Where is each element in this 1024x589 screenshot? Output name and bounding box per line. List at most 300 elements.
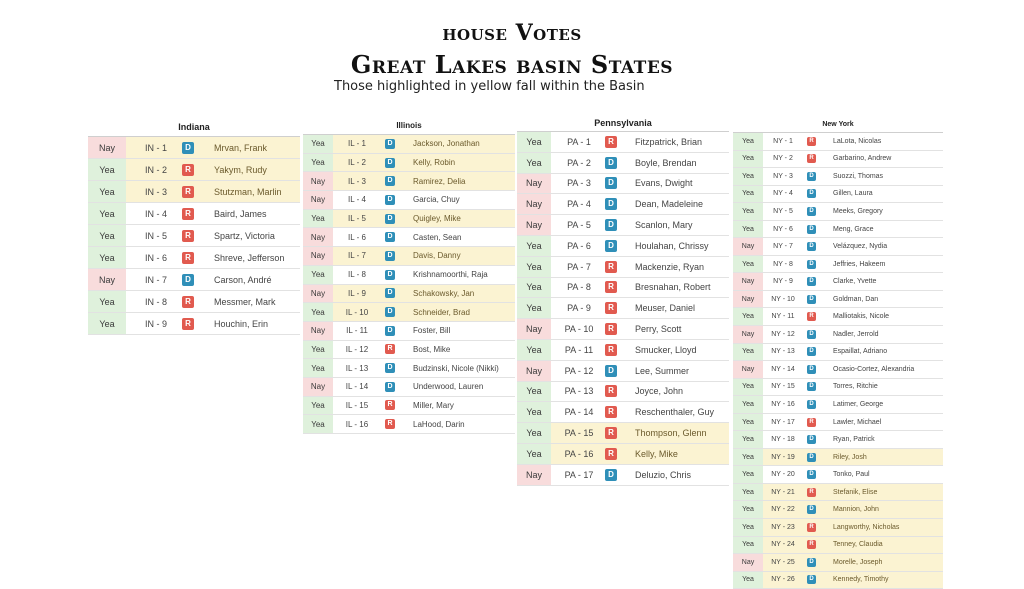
party-cell — [807, 501, 816, 518]
vote-cell: Nay — [303, 191, 333, 209]
representative-name: Kelly, Robin — [413, 158, 456, 168]
district-cell: IN - 9 — [144, 318, 167, 329]
party-cell — [385, 378, 395, 396]
table-row — [517, 257, 729, 278]
party-badge: D — [385, 307, 395, 317]
vote-cell: Nay — [88, 269, 126, 290]
party-cell — [807, 203, 816, 220]
vote-cell: Yea — [303, 303, 333, 321]
district-cell: NY - 25 — [771, 558, 795, 566]
party-cell — [182, 313, 194, 334]
representative-name: Kelly, Mike — [635, 448, 678, 459]
vote-cell: Yea — [733, 449, 763, 466]
table-row — [733, 572, 943, 589]
district-cell: IN - 4 — [144, 208, 167, 219]
table-row — [303, 154, 515, 173]
district-cell: NY - 22 — [771, 506, 795, 514]
vote-cell: Nay — [517, 319, 551, 339]
district-cell: NY - 11 — [771, 313, 795, 321]
representative-name: Goldman, Dan — [833, 295, 879, 303]
table-row — [517, 236, 729, 257]
representative-name: LaLota, Nicolas — [833, 137, 882, 145]
district-cell: IN - 6 — [144, 252, 167, 263]
vote-cell: Yea — [733, 221, 763, 238]
party-badge: R — [605, 281, 617, 293]
party-badge: R — [182, 318, 194, 330]
party-badge: R — [182, 186, 194, 198]
party-badge: D — [605, 198, 617, 210]
district-cell: NY - 3 — [773, 172, 793, 180]
district-cell: NY - 1 — [773, 137, 793, 145]
representative-name: Nadler, Jerrold — [833, 330, 879, 338]
district-cell: PA - 4 — [567, 199, 591, 210]
vote-cell: Yea — [88, 225, 126, 246]
party-badge: D — [807, 330, 816, 339]
party-badge: R — [605, 448, 617, 460]
table-row — [517, 444, 729, 465]
party-badge: D — [807, 453, 816, 462]
representative-name: Espaillat, Adriano — [833, 348, 888, 356]
party-cell — [605, 319, 617, 339]
vote-cell: Yea — [733, 414, 763, 431]
table-row — [303, 135, 515, 154]
party-cell — [385, 135, 395, 153]
representative-name: Lee, Summer — [635, 365, 690, 376]
representative-name: Tenney, Claudia — [833, 541, 883, 549]
vote-cell: Nay — [517, 465, 551, 485]
table-row — [303, 415, 515, 434]
party-badge: D — [385, 363, 395, 373]
representative-name: Reschenthaler, Guy — [635, 407, 715, 418]
table-row — [303, 191, 515, 210]
party-cell — [182, 159, 194, 180]
vote-cell: Yea — [303, 154, 333, 172]
district-cell: PA - 11 — [564, 344, 594, 355]
representative-name: Ocasio-Cortez, Alexandria — [833, 365, 915, 373]
vote-cell: Yea — [733, 256, 763, 273]
district-cell: NY - 15 — [771, 383, 795, 391]
table-row — [303, 322, 515, 341]
representative-name: Budzinski, Nicole (Nikki) — [413, 363, 499, 373]
party-cell — [385, 228, 395, 246]
party-badge: R — [385, 419, 395, 429]
party-cell — [807, 291, 816, 308]
district-cell: NY - 2 — [773, 155, 793, 163]
representative-name: Foster, Bill — [413, 326, 451, 336]
vote-cell: Yea — [733, 133, 763, 150]
table-row — [517, 382, 729, 403]
district-cell: NY - 7 — [773, 243, 793, 251]
state-rows — [88, 137, 300, 335]
party-cell — [807, 168, 816, 185]
district-cell: IL - 9 — [348, 288, 366, 298]
party-cell — [182, 137, 194, 158]
party-cell — [605, 153, 617, 173]
table-row — [517, 194, 729, 215]
district-cell: NY - 20 — [771, 471, 795, 479]
vote-cell: Yea — [303, 359, 333, 377]
table-row — [88, 181, 300, 203]
state-name: Indiana — [88, 118, 300, 137]
state-table-illinois — [303, 118, 515, 434]
table-row — [303, 397, 515, 416]
district-cell: NY - 12 — [771, 330, 795, 338]
state-table-indiana — [88, 118, 300, 335]
district-cell: IL - 11 — [346, 326, 368, 336]
vote-cell: Nay — [733, 554, 763, 571]
party-badge: D — [807, 242, 816, 251]
vote-cell: Yea — [733, 308, 763, 325]
table-row — [88, 159, 300, 181]
table-row — [303, 285, 515, 304]
representative-name: Scanlon, Mary — [635, 220, 693, 231]
district-cell: NY - 4 — [773, 190, 793, 198]
district-cell: IL - 12 — [345, 344, 369, 354]
district-cell: IN - 2 — [144, 164, 167, 175]
vote-cell: Yea — [733, 344, 763, 361]
party-badge: D — [385, 326, 395, 336]
party-cell — [807, 396, 816, 413]
representative-name: Stutzman, Marlin — [214, 186, 282, 197]
state-rows — [733, 133, 943, 589]
representative-name: Stefanik, Elise — [833, 488, 878, 496]
vote-cell: Yea — [733, 501, 763, 518]
representative-name: Perry, Scott — [635, 324, 682, 335]
party-cell — [385, 322, 395, 340]
party-cell — [605, 382, 617, 402]
vote-cell: Yea — [517, 298, 551, 318]
party-cell — [807, 466, 816, 483]
table-row — [303, 228, 515, 247]
party-cell — [605, 174, 617, 194]
district-cell: IL - 8 — [348, 270, 366, 280]
representative-name: Mackenzie, Ryan — [635, 261, 705, 272]
table-row — [733, 537, 943, 555]
representative-name: Meuser, Daniel — [635, 303, 696, 314]
district-cell: NY - 23 — [771, 523, 795, 531]
vote-cell: Nay — [517, 215, 551, 235]
representative-name: Spartz, Victoria — [214, 230, 275, 241]
district-cell: NY - 21 — [771, 488, 795, 496]
party-cell — [807, 519, 816, 536]
party-badge: D — [807, 277, 816, 286]
party-badge: R — [182, 164, 194, 176]
table-row — [517, 153, 729, 174]
party-badge: D — [605, 365, 617, 377]
representative-name: Boyle, Brendan — [635, 157, 697, 168]
representative-name: Velázquez, Nydia — [833, 243, 888, 251]
table-row — [733, 238, 943, 256]
vote-cell: Yea — [88, 313, 126, 334]
district-cell: PA - 14 — [564, 407, 594, 418]
representative-name: Underwood, Lauren — [413, 382, 484, 392]
district-cell: IL - 3 — [348, 176, 366, 186]
table-row — [733, 396, 943, 414]
vote-cell: Yea — [733, 484, 763, 501]
vote-cell: Nay — [517, 361, 551, 381]
party-cell — [385, 303, 395, 321]
district-cell: NY - 8 — [773, 260, 793, 268]
vote-cell: Yea — [733, 186, 763, 203]
party-badge: R — [385, 400, 395, 410]
party-badge: D — [807, 400, 816, 409]
district-cell: PA - 2 — [567, 157, 591, 168]
party-cell — [182, 225, 194, 246]
representative-name: Jackson, Jonathan — [413, 139, 480, 149]
party-badge: R — [807, 418, 816, 427]
vote-cell: Yea — [733, 151, 763, 168]
vote-cell: Yea — [303, 210, 333, 228]
table-row — [733, 203, 943, 221]
table-row — [733, 361, 943, 379]
representative-name: Joyce, John — [635, 386, 684, 397]
party-badge: R — [605, 344, 617, 356]
vote-cell: Yea — [303, 135, 333, 153]
vote-cell: Nay — [733, 238, 763, 255]
table-row — [303, 266, 515, 285]
district-cell: IL - 6 — [348, 232, 366, 242]
representative-name: LaHood, Darin — [413, 419, 465, 429]
representative-name: Davis, Danny — [413, 251, 461, 261]
party-cell — [807, 484, 816, 501]
party-badge: D — [385, 251, 395, 261]
table-row — [733, 344, 943, 362]
vote-cell: Yea — [517, 278, 551, 298]
table-row — [733, 414, 943, 432]
vote-cell: Nay — [303, 378, 333, 396]
district-cell: PA - 15 — [564, 428, 594, 439]
party-cell — [807, 186, 816, 203]
district-cell: IN - 1 — [144, 142, 167, 153]
party-badge: D — [385, 270, 395, 280]
representative-name: Baird, James — [214, 208, 267, 219]
vote-cell: Yea — [733, 168, 763, 185]
district-cell: IN - 7 — [144, 274, 167, 285]
representative-name: Clarke, Yvette — [833, 278, 877, 286]
party-cell — [385, 154, 395, 172]
state-rows — [517, 132, 729, 486]
representative-name: Garbarino, Andrew — [833, 155, 892, 163]
representative-name: Dean, Madeleine — [635, 199, 704, 210]
party-cell — [182, 247, 194, 268]
party-cell — [182, 269, 194, 290]
table-row — [517, 465, 729, 486]
representative-name: Thompson, Glenn — [635, 428, 707, 439]
vote-cell: Yea — [517, 423, 551, 443]
party-cell — [807, 151, 816, 168]
representative-name: Krishnamoorthi, Raja — [413, 270, 488, 280]
table-row — [517, 298, 729, 319]
state-table-pennsylvania — [517, 116, 729, 486]
vote-cell: Yea — [88, 291, 126, 312]
party-badge: D — [807, 382, 816, 391]
party-badge: D — [385, 382, 395, 392]
party-cell — [385, 415, 395, 433]
representative-name: Schakowsky, Jan — [413, 288, 475, 298]
vote-cell: Yea — [517, 340, 551, 360]
party-cell — [605, 444, 617, 464]
table-row — [517, 423, 729, 444]
party-badge: R — [182, 208, 194, 220]
district-cell: NY - 6 — [773, 225, 793, 233]
table-row — [303, 172, 515, 191]
party-cell — [182, 291, 194, 312]
page-subtitle: Those highlighted in yellow fall within the Basin — [334, 79, 645, 94]
party-badge: D — [605, 240, 617, 252]
party-badge: D — [807, 295, 816, 304]
representative-name: Langworthy, Nicholas — [833, 523, 900, 531]
state-name: Illinois — [303, 118, 515, 135]
table-row — [733, 484, 943, 502]
party-cell — [385, 172, 395, 190]
party-badge: R — [807, 312, 816, 321]
party-badge: R — [605, 261, 617, 273]
table-row — [303, 359, 515, 378]
district-cell: PA - 7 — [567, 261, 591, 272]
table-row — [88, 203, 300, 225]
representative-name: Fitzpatrick, Brian — [635, 136, 703, 147]
vote-cell: Nay — [303, 228, 333, 246]
party-cell — [605, 236, 617, 256]
party-cell — [807, 344, 816, 361]
party-badge: D — [807, 558, 816, 567]
party-cell — [807, 414, 816, 431]
district-cell: IL - 16 — [345, 419, 369, 429]
vote-cell: Yea — [303, 415, 333, 433]
vote-cell: Yea — [303, 397, 333, 415]
vote-cell: Nay — [733, 326, 763, 343]
table-row — [517, 402, 729, 423]
party-badge: D — [385, 195, 395, 205]
state-table-new-york — [733, 118, 943, 589]
party-cell — [385, 341, 395, 359]
table-row — [517, 340, 729, 361]
party-badge: D — [605, 177, 617, 189]
table-row — [517, 215, 729, 236]
party-badge: D — [605, 469, 617, 481]
party-badge: D — [182, 142, 194, 154]
party-cell — [605, 361, 617, 381]
vote-cell: Nay — [303, 285, 333, 303]
table-row — [517, 132, 729, 153]
representative-name: Miller, Mary — [413, 400, 454, 410]
representative-name: Deluzio, Chris — [635, 469, 692, 480]
party-badge: R — [182, 230, 194, 242]
table-row — [303, 303, 515, 322]
state-name: New York — [733, 118, 943, 133]
table-row — [88, 269, 300, 291]
party-badge: R — [807, 540, 816, 549]
party-cell — [807, 221, 816, 238]
vote-cell: Yea — [303, 266, 333, 284]
representative-name: Messmer, Mark — [214, 296, 276, 307]
table-row — [303, 378, 515, 397]
district-cell: IL - 1 — [348, 139, 366, 149]
district-cell: IL - 7 — [348, 251, 366, 261]
party-badge: D — [807, 435, 816, 444]
table-row — [303, 341, 515, 360]
table-row — [733, 519, 943, 537]
vote-cell: Yea — [88, 203, 126, 224]
party-badge: R — [605, 302, 617, 314]
party-badge: R — [605, 385, 617, 397]
party-badge: R — [385, 344, 395, 354]
table-row — [733, 186, 943, 204]
representative-name: Mannion, John — [833, 506, 879, 514]
party-badge: R — [605, 427, 617, 439]
table-row — [733, 554, 943, 572]
district-cell: PA - 1 — [567, 136, 591, 147]
party-badge: D — [807, 470, 816, 479]
party-cell — [605, 423, 617, 443]
party-badge: D — [605, 157, 617, 169]
party-cell — [807, 449, 816, 466]
party-cell — [807, 554, 816, 571]
vote-cell: Yea — [517, 236, 551, 256]
party-cell — [605, 194, 617, 214]
party-badge: D — [385, 214, 395, 224]
representative-name: Houchin, Erin — [214, 318, 269, 329]
table-row — [733, 431, 943, 449]
district-cell: NY - 26 — [771, 576, 795, 584]
district-cell: NY - 13 — [771, 348, 795, 356]
table-row — [517, 361, 729, 382]
district-cell: NY - 9 — [773, 278, 793, 286]
vote-cell: Yea — [733, 379, 763, 396]
table-row — [303, 210, 515, 229]
district-cell: IL - 10 — [345, 307, 369, 317]
district-cell: PA - 16 — [564, 448, 594, 459]
party-cell — [807, 572, 816, 589]
vote-cell: Nay — [303, 322, 333, 340]
district-cell: IL - 4 — [348, 195, 366, 205]
table-row — [733, 466, 943, 484]
party-badge: R — [605, 406, 617, 418]
district-cell: PA - 8 — [567, 282, 591, 293]
party-badge: D — [807, 505, 816, 514]
vote-cell: Yea — [88, 181, 126, 202]
table-row — [517, 174, 729, 195]
party-badge: D — [605, 219, 617, 231]
district-cell: NY - 14 — [771, 365, 795, 373]
vote-cell: Yea — [88, 247, 126, 268]
party-cell — [807, 537, 816, 554]
table-row — [88, 247, 300, 269]
district-cell: NY - 16 — [771, 400, 795, 408]
representative-name: Casten, Sean — [413, 232, 462, 242]
party-cell — [385, 285, 395, 303]
party-badge: R — [182, 252, 194, 264]
vote-cell: Nay — [517, 194, 551, 214]
district-cell: PA - 6 — [567, 240, 591, 251]
party-cell — [605, 298, 617, 318]
party-cell — [605, 465, 617, 485]
party-badge: R — [807, 523, 816, 532]
party-badge: R — [807, 154, 816, 163]
vote-cell: Yea — [88, 159, 126, 180]
party-badge: R — [807, 488, 816, 497]
district-cell: IL - 2 — [348, 158, 366, 168]
table-row — [733, 133, 943, 151]
party-cell — [807, 238, 816, 255]
district-cell: PA - 10 — [564, 324, 594, 335]
party-badge: D — [807, 575, 816, 584]
representative-name: Smucker, Lloyd — [635, 344, 697, 355]
vote-cell: Yea — [733, 396, 763, 413]
party-badge: R — [605, 136, 617, 148]
party-badge: D — [385, 176, 395, 186]
vote-cell: Yea — [733, 537, 763, 554]
